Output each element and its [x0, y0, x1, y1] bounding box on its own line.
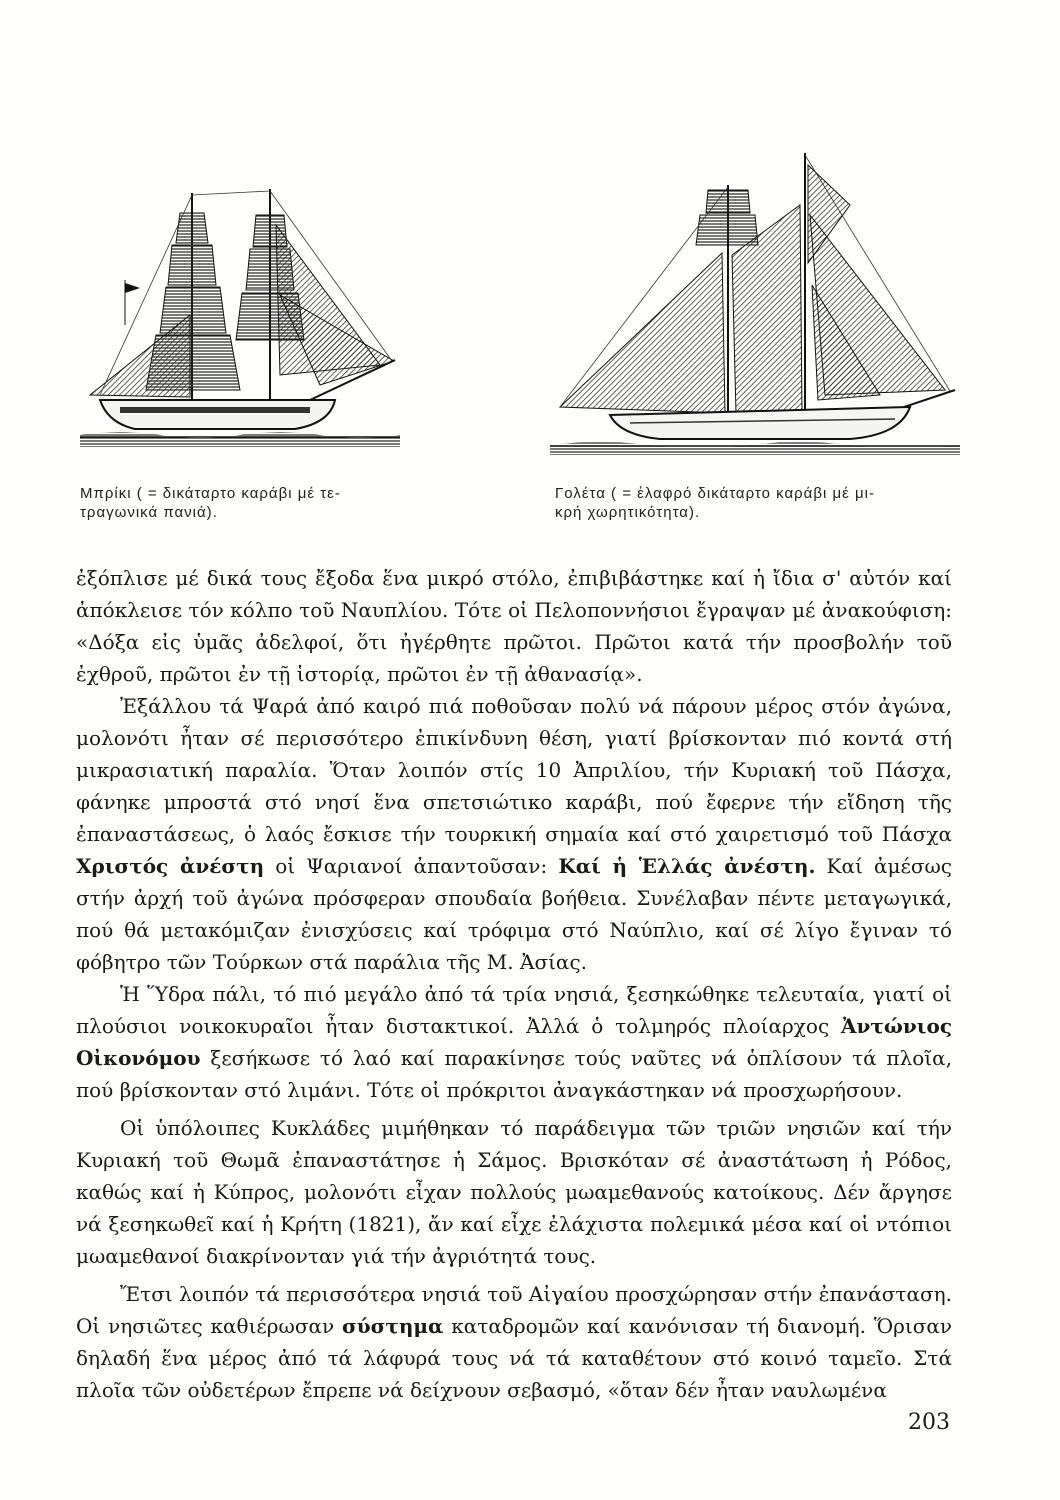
brig-caption-line1: Μπρίκι ( = δικάταρτο καράβι μέ τε-	[80, 485, 341, 502]
schooner-caption-line2: κρή χωρητικότητα).	[555, 504, 701, 521]
paragraph-3	[76, 978, 952, 1106]
schooner-illustration	[550, 145, 960, 470]
paragraph-2-text: Ἐξάλλου τά Ψαρά ἀπό καιρό πιά ποθοῦσαν πολύ νά πάρουν μέρος στόν ἀγώνα, μολονότι ἦταν σέ περισσότερο ἐπικίνδυνη θέση, γιατί βρίσκονταν πιό κοντά στή μικρασιατική παραλία. Ὅταν λοιπόν στίς 10 Ἀπριλίου, τήν Κυριακή τοῦ Πάσχα, φάνηκε μπροστά στό νησί ἕνα σπετσιώτικο καράβι, πού ἔφερνε τήν εἴδηση τῆς ἐπαναστάσεως, ὁ λαός ἔσκισε τήν τουρκική σημαία καί στό χαιρετισμό τοῦ Πάσχα	[76, 694, 952, 846]
schooner-caption-line1: Γολέτα ( = ἐλαφρό δικάταρτο καράβι μέ μι-	[555, 485, 875, 502]
schooner-sailing-ship-icon	[550, 153, 960, 455]
brig-caption	[80, 484, 420, 522]
paragraph-5-text-end: καταδρομῶν καί κανόνισαν τή διανομή. Ὅρισαν δηλαδή ἕνα μέρος ἀπό τά λάφυρά τους νά τά καταθέτουν στό κοινό ταμεῖο. Στά πλοῖα τῶν οὐδετέρων ἔπρεπε νά δείχνουν σεβασμό, «ὅταν δέν ἦταν ναυλωμένα	[76, 1314, 953, 1402]
paragraph-1: ἐξόπλισε μέ δικά τους ἔξοδα ἕνα μικρό στόλο, ἐπιβιβάστηκε καί ἡ ἴδια σ' αὐτόν καί ἀπόκλεισε τόν κόλπο τοῦ Ναυπλίου. Τότε οἱ Πελοποννήσιοι ἔγραψαν μέ ἀνακούφιση: «Δόξα εἰς ὑμᾶς ἀδελφοί, ὅτι ἠγέρθητε πρῶτοι. Πρῶτοι κατά τήν προσβολήν τοῦ ἐχθροῦ, πρῶτοι ἐν τῇ ἱστορίᾳ, πρῶτοι ἐν τῇ ἀθανασίᾳ».	[76, 566, 952, 686]
page-number: 203	[908, 1410, 950, 1435]
bold-antonios-oikonomou: Ἀντώνιος Οἰκονόμου	[76, 1014, 952, 1070]
bold-systima: σύστημα	[342, 1314, 444, 1338]
brig-illustration	[80, 185, 400, 465]
paragraph-5-text: Ἔτσι λοιπόν τά περισσότερα νησιά τοῦ Αἰγαίου προσχώρησαν στήν ἐπανάσταση. Οἱ νησιῶτες καθιέρωσαν	[76, 1282, 952, 1338]
body-text	[76, 562, 952, 1406]
bold-christos-anesti: Χριστός ἀνέστη	[76, 854, 265, 878]
schooner-caption	[555, 484, 955, 522]
paragraph-2-text-mid: οἱ Ψαριανοί ἀπαντοῦσαν:	[264, 854, 559, 878]
paragraph-5	[76, 1278, 952, 1406]
paragraph-3-text: Ἡ Ὕδρα πάλι, τό πιό μεγάλο ἀπό τά τρία νησιά, ξεσηκώθηκε τελευταία, γιατί οἱ πλούσιοι νοικοκυραῖοι ἦταν διστακτικοί. Ἀλλά ὁ τολμηρός πλοίαρχος	[76, 982, 952, 1038]
brig-caption-line2: τραγωνικά πανιά).	[80, 504, 218, 521]
brig-sailing-ship-icon	[80, 189, 400, 447]
paragraph-2	[76, 690, 952, 978]
paragraph-4: Οἱ ὑπόλοιπες Κυκλάδες μιμήθηκαν τό παράδειγμα τῶν τριῶν νησιῶν καί τήν Κυριακή τοῦ Θωμᾶ ἐπαναστάτησε ἡ Σάμος. Βρισκόταν σέ ἀναστάτωση ἡ Ρόδος, καθώς καί ἡ Κύπρος, μολονότι εἶχαν πολλούς μωαμεθανούς κατοίκους. Δέν ἄργησε νά ξεσηκωθεῖ καί ἡ Κρήτη (1821), ἄν καί εἶχε ἐλάχιστα πολεμικά μέσα καί οἱ ντόπιοι μωαμεθανοί διακρίνονταν γιά τήν ἀγριότητά τους.	[76, 1116, 952, 1268]
bold-kai-i-ellas-anesti: Καί ἡ Ἑλλάς ἀνέστη.	[558, 854, 816, 878]
paragraph-2-text-end: Καί ἀμέσως στήν ἀρχή τοῦ ἀγώνα πρόσφεραν σπουδαία βοήθεια. Συνέλαβαν πέντε μεταγωγικά, πού θά μετακόμιζαν ἐνισχύσεις καί τρόφιμα στό Ναύπλιο, καί σέ λίγο ἔγιναν τό φόβητρο τῶν Τούρκων στά παράλια τῆς Μ. Ἀσίας.	[76, 854, 952, 974]
paragraph-3-text-end: ξεσήκωσε τό λαό καί παρακίνησε τούς ναῦτες νά ὁπλίσουν τά πλοῖα, πού βρίσκονταν στό λιμάνι. Τότε οἱ πρόκριτοι ἀναγκάστηκαν νά προσχωρήσουν.	[76, 1046, 952, 1102]
